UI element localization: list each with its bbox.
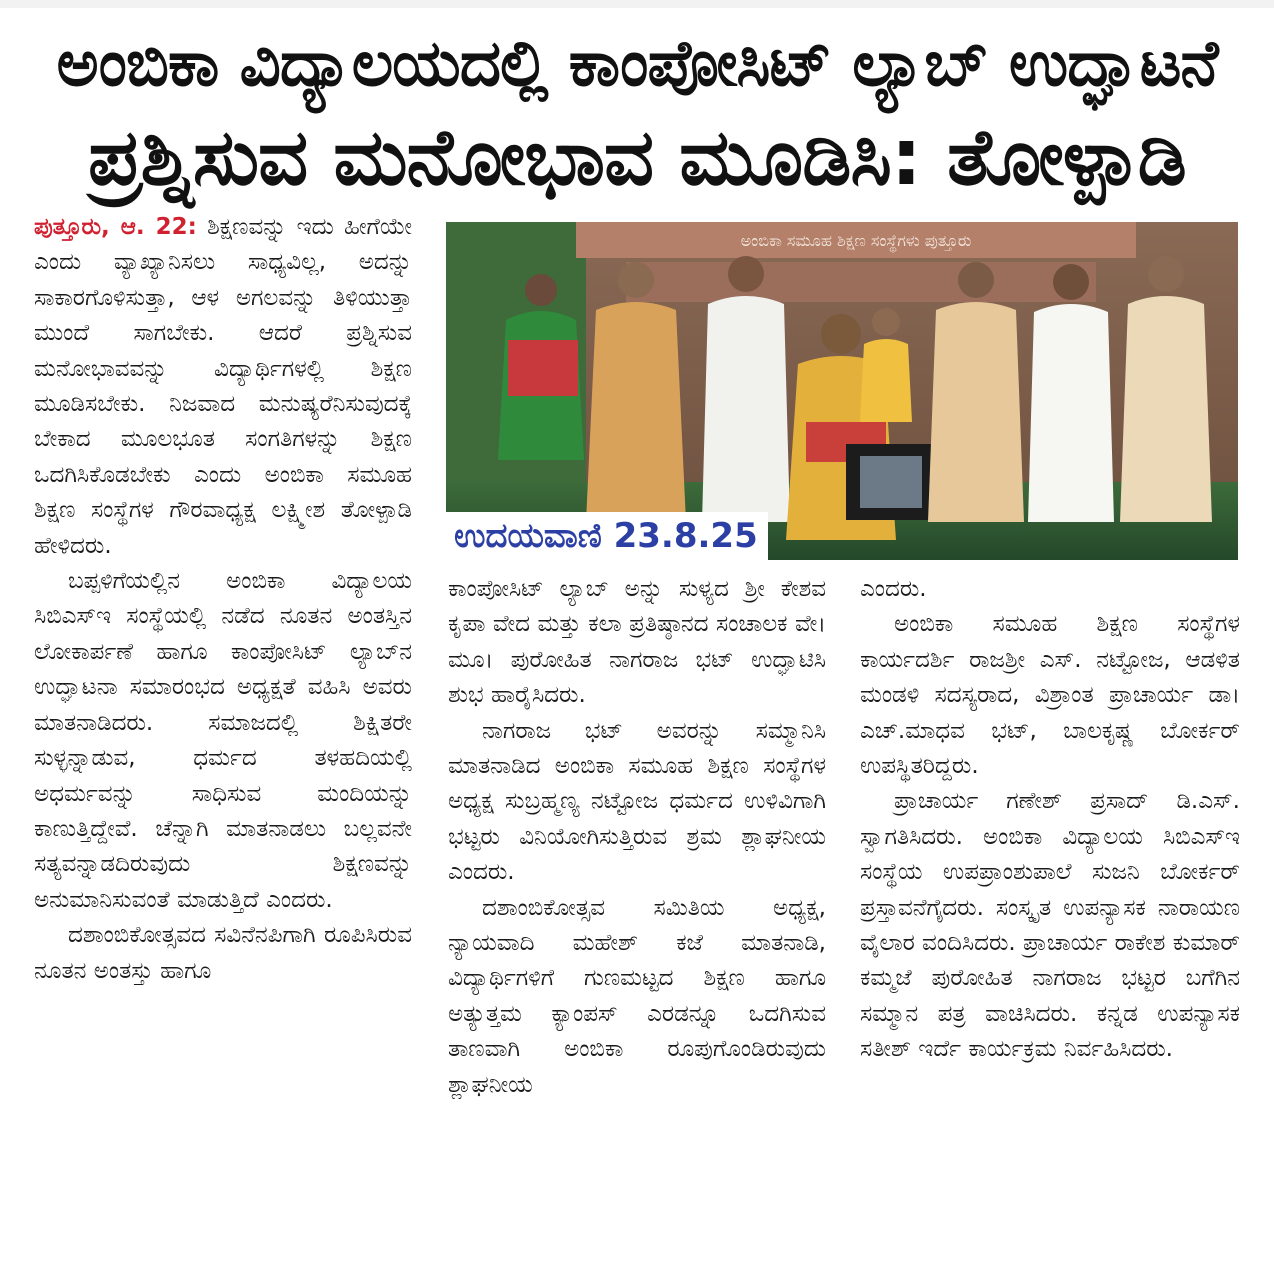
article-paragraph: ಕಾಂಪೋಸಿಟ್ ಲ್ಯಾಬ್ ಅನ್ನು ಸುಳ್ಯದ ಶ್ರೀ ಕೇಶವ ಕೃಪಾ ವೇದ ಮತ್ತು ಕಲಾ ಪ್ರತಿಷ್ಠಾನದ ಸಂಚಾಲಕ ವೇ। ಮೂ। ಪುರೋಹಿತ ನಾಗರಾಜ ಭಟ್ ಉದ್ಘಾಟಿಸಿ ಶುಭ ಹಾರೈಸಿದರು. bbox=[448, 576, 826, 709]
article-paragraph bbox=[34, 210, 412, 564]
plaque bbox=[846, 444, 936, 520]
article-paragraph: ದಶಾಂಬಿಕೋತ್ಸವದ ಸವಿನೆನಪಿಗಾಗಿ ರೂಪಿಸಿರುವ ನೂತನ ಅಂತಸ್ತು ಹಾಗೂ bbox=[34, 922, 412, 984]
banner-bottom bbox=[626, 262, 1096, 302]
article-paragraph: ದಶಾಂಬಿಕೋತ್ಸವ ಸಮಿತಿಯ ಅಧ್ಯಕ್ಷ, ನ್ಯಾಯವಾದಿ ಮಹೇಶ್ ಕಜೆ ಮಾತನಾಡಿ, ವಿದ್ಯಾರ್ಥಿಗಳಿಗೆ ಗುಣಮಟ್ಟದ ಶಿಕ್ಷಣ ಹಾಗೂ ಅತ್ಯುತ್ತಮ ಕ್ಯಾಂಪಸ್ ಎರಡನ್ನೂ ಒದಗಿಸುವ ತಾಣವಾಗಿ ಅಂಬಿಕಾ ರೂಪುಗೊಂಡಿರುವುದು ಶ್ಲಾಘನೀಯ bbox=[448, 894, 826, 1098]
article-column-2 bbox=[448, 572, 826, 1103]
headline-line-1: ಅಂಬಿಕಾ ವಿದ್ಯಾಲಯದಲ್ಲಿ ಕಾಂಪೋಸಿಟ್ ಲ್ಯಾಬ್ ಉದ್ಘಾಟನೆ bbox=[56, 27, 1218, 101]
article-paragraph: ಎಂದರು. bbox=[860, 576, 927, 602]
article-paragraph: ನಾಗರಾಜ ಭಟ್ ಅವರನ್ನು ಸಮ್ಮಾನಿಸಿ ಮಾತನಾಡಿದ ಅಂಬಿಕಾ ಸಮೂಹ ಶಿಕ್ಷಣ ಸಂಸ್ಥೆಗಳ ಅಧ್ಯಕ್ಷ ಸುಬ್ರಹ್ಮಣ್ಯ ನಟ್ಟೋಜ ಧರ್ಮದ ಉಳಿವಿಗಾಗಿ ಭಟ್ಟರು ವಿನಿಯೋಗಿಸುತ್ತಿರುವ ಶ್ರಮ ಶ್ಲಾಘನೀಯ ಎಂದರು. bbox=[448, 717, 826, 886]
article-column-3 bbox=[860, 572, 1240, 1068]
photo-credit bbox=[446, 512, 768, 562]
article-column-1 bbox=[34, 210, 412, 989]
credit-paper-name: ಉದಯವಾಣಿ bbox=[454, 516, 602, 556]
article-paragraph: ಬಪ್ಪಳಿಗೆಯಲ್ಲಿನ ಅಂಬಿಕಾ ವಿದ್ಯಾಲಯ ಸಿಬಿಎಸ್‌ಇ ಸಂಸ್ಥೆಯಲ್ಲಿ ನಡೆದ ನೂತನ ಅಂತಸ್ತಿನ ಲೋಕಾರ್ಪಣೆ ಹಾಗೂ ಕಾಂಪೋಸಿಟ್ ಲ್ಯಾಬ್‌ನ ಉದ್ಘಾಟನಾ ಸಮಾರಂಭದ ಅಧ್ಯಕ್ಷತೆ ವಹಿಸಿ ಅವರು ಮಾತನಾಡಿದರು. ಸಮಾಜದಲ್ಲಿ ಶಿಕ್ಷಿತರೇ ಸುಳ್ಳನ್ನಾಡುವ, ಧರ್ಮದ ತಳಹದಿಯಲ್ಲಿ ಅಧರ್ಮವನ್ನು ಸಾಧಿಸುವ ಮಂದಿಯನ್ನು ಕಾಣುತ್ತಿದ್ದೇವೆ. ಚೆನ್ನಾಗಿ ಮಾತನಾಡಲು ಬಲ್ಲವನೇ ಸತ್ಯವನ್ನಾಡದಿರುವುದು ಶಿಕ್ಷಣವನ್ನು ಅನುಮಾನಿಸುವಂತೆ ಮಾಡುತ್ತಿದೆ ಎಂದರು. bbox=[34, 568, 412, 913]
credit-date: 23.8.25 bbox=[613, 516, 758, 556]
article-paragraph: ಪ್ರಾಚಾರ್ಯ ಗಣೇಶ್ ಪ್ರಸಾದ್ ಡಿ.ಎಸ್. ಸ್ವಾಗತಿಸಿದರು. ಅಂಬಿಕಾ ವಿದ್ಯಾಲಯ ಸಿಬಿಎಸ್‌ಇ ಸಂಸ್ಥೆಯ ಉಪಪ್ರಾಂಶುಪಾಲೆ ಸುಜನಿ ಬೋರ್ಕರ್ ಪ್ರಸ್ತಾವನೆಗೈದರು. ಸಂಸ್ಕೃತ ಉಪನ್ಯಾಸಕ ನಾರಾಯಣ ವೈಲಾರ ವಂದಿಸಿದರು. ಪ್ರಾಚಾರ್ಯ ರಾಕೇಶ ಕುಮಾರ್ ಕಮ್ಮಜೆ ಪುರೋಹಿತ ನಾಗರಾಜ ಭಟ್ಟರ ಬಗೆಗಿನ ಸಮ್ಮಾನ ಪತ್ರ ವಾಚಿಸಿದರು. ಕನ್ನಡ ಉಪನ್ಯಾಸಕ ಸತೀಶ್ ಇರ್ದೆ ಕಾರ್ಯಕ್ರಮ ನಿರ್ವಹಿಸಿದರು. bbox=[860, 788, 1240, 1063]
paragraph-text: ಶಿಕ್ಷಣವನ್ನು ಇದು ಹೀಗೆಯೇ ಎಂದು ವ್ಯಾಖ್ಯಾನಿಸಲು ಸಾಧ್ಯವಿಲ್ಲ, ಅದನ್ನು ಸಾಕಾರಗೊಳಿಸುತ್ತಾ, ಆಳ ಅಗಲವನ್ನು ತಿಳಿಯುತ್ತಾ ಮುಂದೆ ಸಾಗಬೇಕು. ಆದರೆ ಪ್ರಶ್ನಿಸುವ ಮನೋಭಾವವನ್ನು ವಿದ್ಯಾರ್ಥಿಗಳಲ್ಲಿ ಶಿಕ್ಷಣ ಮೂಡಿಸಬೇಕು. ನಿಜವಾದ ಮನುಷ್ಯರೆನಿಸುವುದಕ್ಕೆ ಬೇಕಾದ ಮೂಲಭೂತ ಸಂಗತಿಗಳನ್ನು ಶಿಕ್ಷಣ ಒದಗಿಸಿಕೊಡಬೇಕು ಎಂದು ಅಂಬಿಕಾ ಸಮೂಹ ಶಿಕ್ಷಣ ಸಂಸ್ಥೆಗಳ ಗೌರವಾಧ್ಯಕ್ಷ ಲಕ್ಷ್ಮೀಶ ತೋಳ್ಪಾಡಿ ಹೇಳಿದರು. bbox=[34, 214, 413, 559]
event-photo bbox=[446, 222, 1238, 560]
headline-line-2: ಪ್ರಶ್ನಿಸುವ ಮನೋಭಾವ ಮೂಡಿಸಿ: ತೋಳ್ಪಾಡಿ bbox=[88, 113, 1186, 203]
banner-text: ಅಂಬಿಕಾ ಸಮೂಹ ಶಿಕ್ಷಣ ಸಂಸ್ಥೆಗಳು ಪುತ್ತೂರು bbox=[740, 231, 972, 250]
article-paragraph: ಅಂಬಿಕಾ ಸಮೂಹ ಶಿಕ್ಷಣ ಸಂಸ್ಥೆಗಳ ಕಾರ್ಯದರ್ಶಿ ರಾಜಶ್ರೀ ಎಸ್. ನಟ್ಟೋಜ, ಆಡಳಿತ ಮಂಡಳಿ ಸದಸ್ಯರಾದ, ವಿಶ್ರಾಂತ ಪ್ರಾಚಾರ್ಯ ಡಾ।ಎಚ್.ಮಾಧವ ಭಟ್, ಬಾಲಕೃಷ್ಣ ಬೋರ್ಕರ್ ಉಪಸ್ಥಿತರಿದ್ದರು. bbox=[860, 611, 1240, 780]
photo-illustration bbox=[446, 222, 1238, 560]
top-strip bbox=[0, 0, 1274, 8]
dateline: ಪುತ್ತೂರು, ಆ. 22: bbox=[34, 214, 197, 240]
